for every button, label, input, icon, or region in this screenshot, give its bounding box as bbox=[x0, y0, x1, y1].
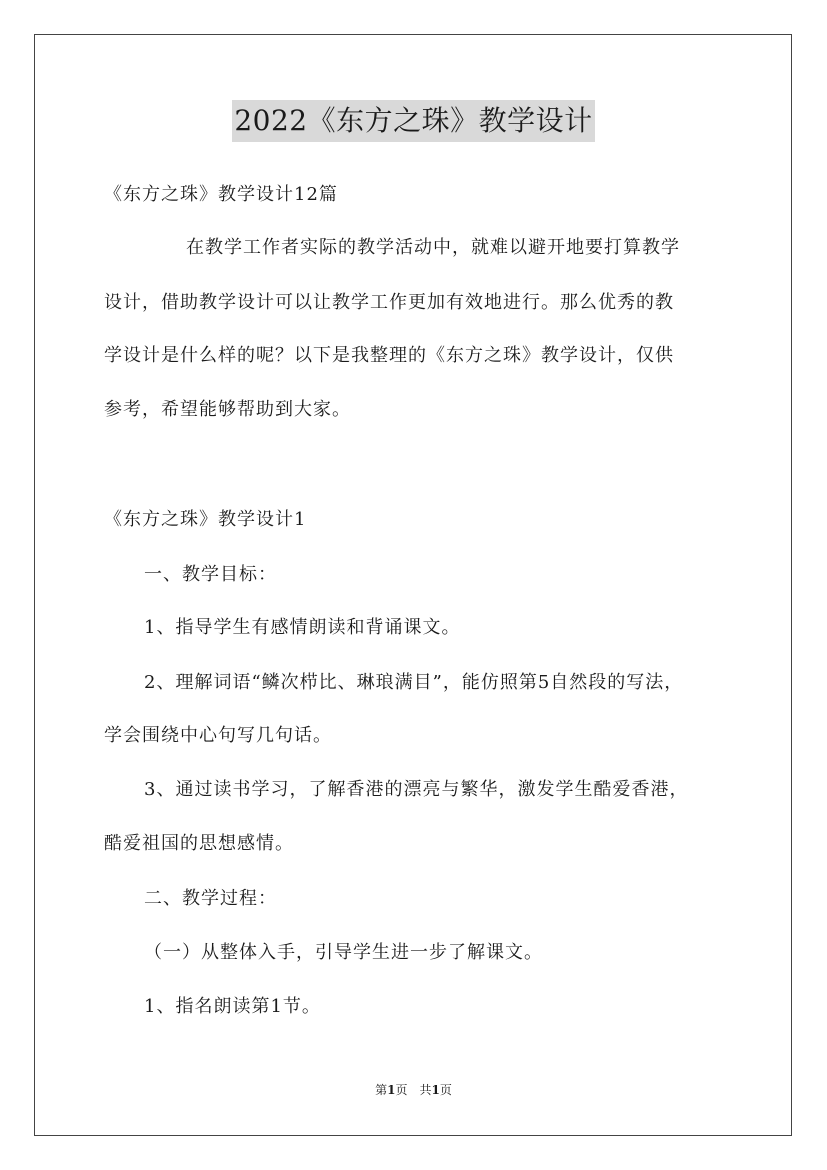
paragraph-line: 参考，希望能够帮助到大家。 bbox=[104, 399, 351, 420]
list-item: 2、理解词语“鳞次栉比、琳琅满目”，能仿照第5自然段的写法， bbox=[144, 672, 684, 693]
footer-page-label: 第 bbox=[375, 1083, 388, 1097]
paragraph-line: 设计，借助教学设计可以让教学工作更加有效地进行。那么优秀的教 bbox=[104, 292, 674, 313]
footer-total-label: 页 共 bbox=[395, 1083, 432, 1097]
list-heading: 二、教学过程： bbox=[144, 888, 277, 909]
list-item: 3、通过读书学习，了解香港的漂亮与繁华，激发学生酷爱香港， bbox=[144, 779, 689, 800]
document-title: 2022《东方之珠》教学设计 bbox=[232, 100, 594, 142]
subtitle-line: 《东方之珠》教学设计12篇 bbox=[104, 184, 338, 205]
list-item: 1、指导学生有感情朗读和背诵课文。 bbox=[144, 617, 461, 638]
paragraph-line: 学设计是什么样的呢？以下是我整理的《东方之珠》教学设计，仅供 bbox=[104, 345, 674, 366]
section-heading: 《东方之珠》教学设计1 bbox=[104, 509, 307, 530]
footer-page-number: 1 bbox=[387, 1083, 396, 1097]
page-footer bbox=[0, 1082, 827, 1098]
list-item: （一）从整体入手，引导学生进一步了解课文。 bbox=[144, 942, 543, 963]
list-item-continued: 酷爱祖国的思想感情。 bbox=[104, 833, 294, 854]
list-heading: 一、教学目标： bbox=[144, 564, 277, 585]
footer-total-number: 1 bbox=[431, 1083, 440, 1097]
title-container bbox=[0, 100, 827, 142]
footer-page-suffix: 页 bbox=[439, 1083, 452, 1097]
list-item-continued: 学会围绕中心句写几句话。 bbox=[104, 725, 332, 746]
list-item: 1、指名朗读第1节。 bbox=[144, 996, 321, 1017]
paragraph-line: 在教学工作者实际的教学活动中，就难以避开地要打算教学 bbox=[186, 237, 680, 258]
